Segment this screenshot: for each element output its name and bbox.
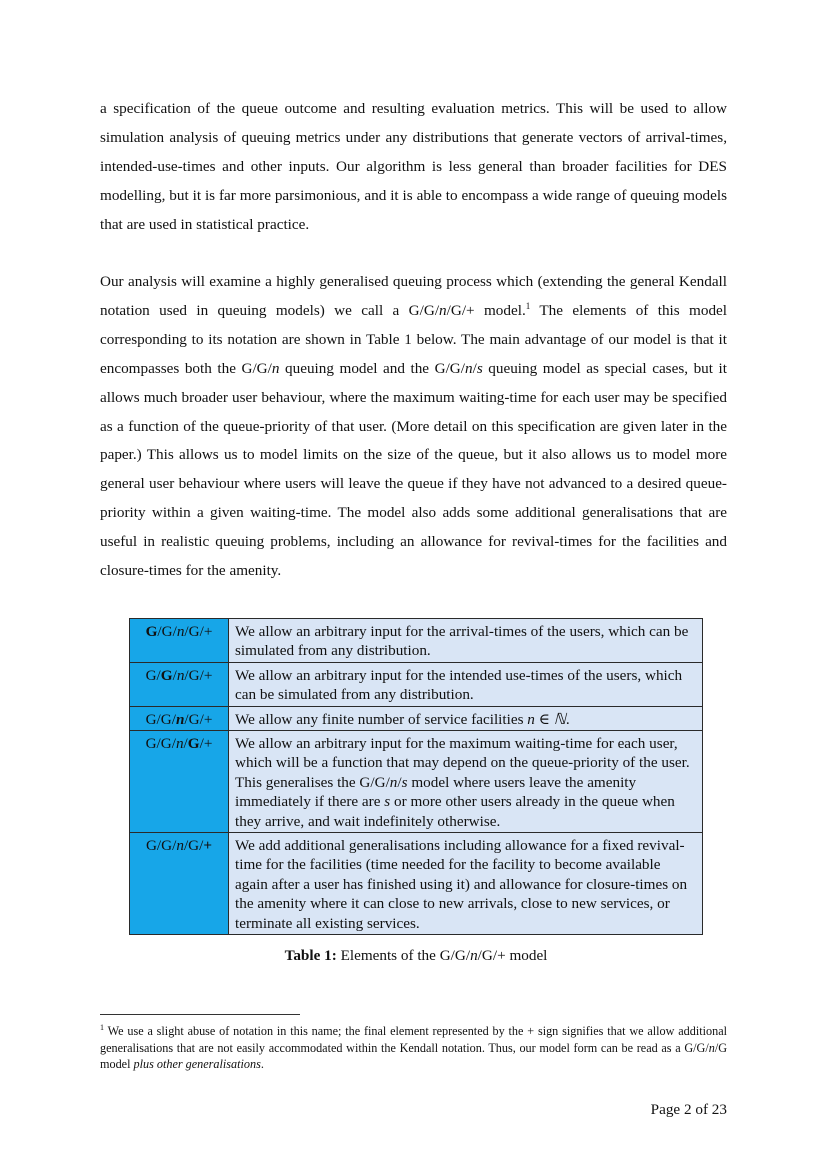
table-row: [130, 619, 703, 663]
description-cell: We add additional generalisations including allowance for a fixed revival-time for the facilities (time needed for the facility to become available again after a user has finished using it) and allowance for closure-times on the amenity where it can close to new arrivals, close to new services, or terminate all existing services.: [229, 833, 703, 935]
intro-paragraph: a specification of the queue outcome and resulting evaluation metrics. This will be used to allow simulation analysis of queuing metrics under any distributions that generate vectors of arrival-times, intended-use-times and other inputs. Our algorithm is less general than broader facilities for DES modelling, but it is far more parsimonious, and it is able to encompass a wide range of queuing models that are used in statistical practice.: [100, 100, 727, 233]
notation-cell: G/G/n/G/+: [130, 662, 229, 706]
table-row: [130, 731, 703, 833]
description-cell: We allow an arbitrary input for the arrival-times of the users, which can be simulated from any distribution.: [229, 619, 703, 663]
footnote-divider: [100, 1014, 300, 1015]
footnote-reference[interactable]: 1: [525, 300, 531, 311]
table-caption: Table 1: Elements of the G/G/n/G/+ model: [284, 947, 548, 964]
notation-cell: G/G/n/G/+: [130, 619, 229, 663]
notation-cell: G/G/n/G/+: [130, 706, 229, 730]
notation-cell: G/G/n/G/+: [130, 731, 229, 833]
notation-cell: G/G/n/G/+: [130, 833, 229, 935]
table-row: [130, 706, 703, 730]
table-row: [130, 833, 703, 935]
footnote: $^1$ We use a slight abuse of notation in this name; the final element represented by the + sign signifies that we allow additional generalisations that are not easily accommodated within the Kendall notation. Thus, our model form can be read as a G/G/n/G model plus other generalisations.: [100, 1023, 727, 1072]
description-cell: We allow an arbitrary input for the maximum waiting-time for each user, which will be a function that may depend on the queue-priority of the user. This generalises the G/G/n/s model where users leave the amenity immediately if there are s or more other users already in the queue when they arrive, and wait indefinitely otherwise.: [229, 731, 703, 833]
description-cell: We allow any finite number of service facilities n ∈ ℕ.: [229, 706, 703, 730]
page-number: Page 2 of 23: [650, 1101, 727, 1118]
table-row: [130, 662, 703, 706]
model-elements-table: [129, 618, 703, 935]
analysis-paragraph: Our analysis will examine a highly generalised queuing process which (extending the general Kendall notation used in queuing models) we call a G/G/n/G/+ model.$^1$ The elements of this model corresponding to its notation are shown in Table 1 below. The main advantage of our model is that it encompasses both the G/G/n queuing model and the G/G/n/s queuing model as special cases, but it allows much broader user behaviour, where the maximum waiting-time for each user may be specified as a function of the queue-priority of that user. (More detail on this specification are given later in the paper.) This allows us to model limits on the size of the queue, but it also allows us to model more general user behaviour where users will leave the queue if they have not advanced to a desired queue-priority within a given waiting-time. The model also adds some additional generalisations that are useful in realistic queuing problems, including an allowance for revival-times for the facilities and closure-times for the amenity.: [100, 273, 728, 580]
description-cell: We allow an arbitrary input for the intended use-times of the users, which can be simulated from any distribution.: [229, 662, 703, 706]
